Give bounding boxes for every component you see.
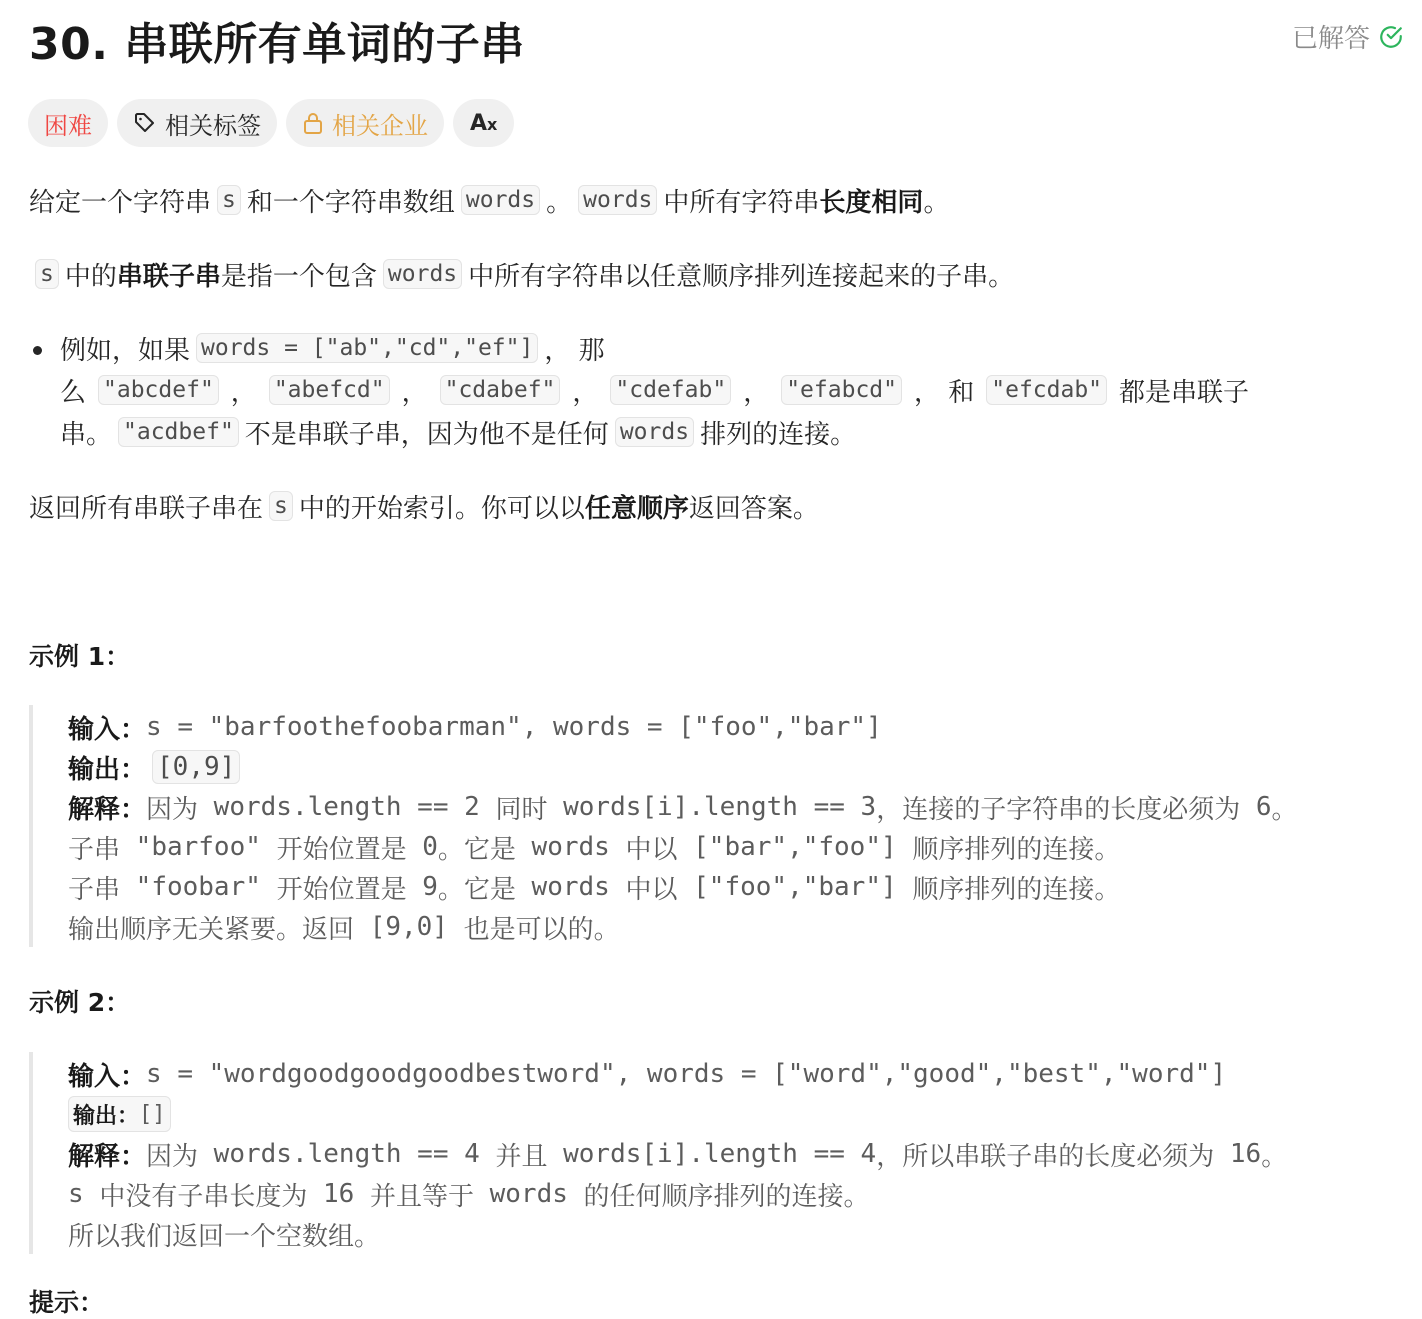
text: ，	[401, 377, 428, 408]
text: 子串	[68, 874, 121, 905]
text: 。	[1261, 1141, 1288, 1172]
inline-code: "abcdef"	[98, 375, 219, 405]
bold-text: 输出：	[73, 1103, 140, 1129]
code-text: ["foo","bar"]	[677, 872, 913, 902]
bold-text: 长度相同	[819, 187, 924, 218]
example-block	[29, 705, 1298, 947]
bold-text: 输入：	[68, 714, 147, 745]
code-text: "barfoo"	[120, 832, 277, 862]
text: 同时	[495, 794, 548, 825]
text: 开始位置是	[276, 874, 407, 905]
text: ，	[230, 377, 257, 408]
bold-text: 任意顺序	[584, 493, 689, 524]
example-heading: 示例 1：	[29, 642, 131, 671]
difficulty-badge[interactable]	[28, 99, 108, 147]
inline-code: words	[578, 185, 657, 215]
bold-text: 串联子串	[116, 261, 221, 292]
text: 串。	[60, 419, 113, 450]
output-value: []	[139, 1101, 166, 1127]
text: 中以	[625, 874, 678, 905]
example-line	[68, 787, 1298, 827]
description-line	[29, 180, 949, 220]
example-line	[68, 907, 620, 947]
inline-code: "cdefab"	[610, 375, 731, 405]
text: 子串	[68, 834, 121, 865]
inline-code: "acdbef"	[118, 417, 239, 447]
inline-code: "efcdab"	[986, 375, 1107, 405]
text: 。它是	[437, 834, 516, 865]
output-value: [0,9]	[152, 750, 240, 784]
tag-icon	[133, 111, 157, 135]
text: 。它是	[437, 874, 516, 905]
inline-code: "abefcd"	[269, 375, 390, 405]
example-line	[68, 867, 1120, 907]
code-text: s = "wordgoodgoodgoodbestword", words = ["word","good","best","word"]	[146, 1059, 1227, 1089]
code-text: words.length == 2	[198, 792, 496, 822]
code-text: words[i].length == 4	[547, 1139, 877, 1169]
example-heading: 示例 2：	[29, 988, 131, 1017]
example-line	[68, 707, 882, 747]
inline-code: s	[217, 185, 241, 215]
text: 么	[60, 377, 87, 408]
bold-text: 输出：	[68, 754, 147, 785]
inline-code: "cdabef"	[440, 375, 561, 405]
inline-code: words	[383, 259, 462, 289]
solved-label: 已解答	[1291, 24, 1370, 54]
code-text: words.length == 4	[198, 1139, 496, 1169]
text: 不是串联子串，因为他不是任何	[244, 419, 609, 450]
description-line	[60, 328, 605, 368]
text: 返回答案。	[688, 493, 819, 524]
text: ， 那	[544, 335, 605, 366]
code-text: s	[68, 1179, 100, 1209]
example-line	[68, 1174, 870, 1214]
text: 和一个字符串数组	[246, 187, 455, 218]
text: 是指一个包含	[220, 261, 377, 292]
text: 排列的连接。	[700, 419, 857, 450]
text: ，	[743, 377, 770, 408]
translate-button[interactable]	[453, 99, 514, 147]
code-text: ["bar","foo"]	[677, 832, 913, 862]
text: 开始位置是	[276, 834, 407, 865]
code-text: 0	[406, 832, 438, 862]
text: 中所有字符串	[663, 187, 820, 218]
example-line	[68, 1134, 1287, 1174]
code-text: 16	[307, 1179, 370, 1209]
code-text: words	[515, 832, 626, 862]
text: 。	[1271, 794, 1298, 825]
bold-text: 解释：	[68, 794, 147, 825]
text: 。	[923, 187, 950, 218]
difficulty-label: 困难	[44, 111, 92, 140]
text: 中以	[625, 834, 678, 865]
text: 返回所有串联子串在	[29, 493, 264, 524]
inline-code: s	[269, 491, 293, 521]
text: 顺序排列的连接。	[912, 874, 1121, 905]
related-companies-button[interactable]	[286, 99, 444, 147]
code-text: words[i].length == 3	[547, 792, 877, 822]
text: 例如，如果	[60, 335, 191, 366]
text: 顺序排列的连接。	[912, 834, 1121, 865]
example-line	[68, 1054, 1226, 1094]
translate-icon: Ax	[470, 110, 498, 136]
related-companies-label: 相关企业	[332, 111, 428, 140]
description-line	[60, 370, 1249, 410]
bold-text: 输入：	[68, 1061, 147, 1092]
problem-title: 30. 串联所有单词的子串	[29, 19, 525, 70]
text: ，	[572, 377, 599, 408]
text: 都是串联子	[1119, 377, 1250, 408]
text: 中所有字符串以任意顺序排列连接起来的子串。	[468, 261, 1015, 292]
text: ，连接的子字符串的长度必须为	[876, 794, 1241, 825]
inline-code: s	[35, 259, 59, 289]
related-tags-label: 相关标签	[165, 111, 261, 140]
bold-text: 解释：	[68, 1141, 147, 1172]
text: ， 和	[913, 377, 975, 408]
text: 中的	[64, 261, 117, 292]
description-line	[60, 412, 856, 452]
tag-bar	[28, 99, 514, 147]
lock-icon	[302, 111, 324, 135]
example-line	[68, 1214, 380, 1254]
bullet-dot	[33, 346, 42, 355]
code-text: 6	[1240, 792, 1272, 822]
inline-code: words	[615, 417, 694, 447]
text: 因为	[146, 794, 199, 825]
code-text: "foobar"	[120, 872, 277, 902]
code-text: 16	[1214, 1139, 1262, 1169]
text: 。	[546, 187, 573, 218]
text: 也是可以的。	[463, 914, 620, 945]
example-line	[68, 827, 1120, 867]
text: 所以我们返回一个空数组。	[68, 1221, 381, 1252]
example-block	[29, 1052, 1288, 1254]
check-circle-icon	[1378, 24, 1404, 50]
text: ，所以串联子串的长度必须为	[876, 1141, 1215, 1172]
text: 并且等于	[369, 1181, 474, 1212]
constraints-heading: 提示：	[29, 1288, 105, 1317]
code-text: [9,0]	[354, 912, 464, 942]
solved-status	[1292, 18, 1404, 55]
related-tags-button[interactable]	[117, 99, 277, 147]
text: 输出顺序无关紧要。返回	[68, 914, 355, 945]
example-line	[68, 747, 246, 787]
inline-code: words = ["ab","cd","ef"]	[196, 333, 538, 363]
code-text: 9	[406, 872, 438, 902]
text: 因为	[146, 1141, 199, 1172]
text: 中的开始索引。你可以以	[298, 493, 585, 524]
description-line	[29, 254, 1014, 294]
text: 的任何顺序排列的连接。	[583, 1181, 870, 1212]
code-text: words	[473, 1179, 584, 1209]
code-text: s = "barfoothefoobarman", words = ["foo","bar"]	[146, 712, 882, 742]
description-line	[29, 486, 819, 526]
text: 给定一个字符串	[29, 187, 212, 218]
text: 并且	[495, 1141, 548, 1172]
example-line	[68, 1094, 171, 1134]
text: 中没有子串长度为	[99, 1181, 308, 1212]
inline-code: words	[461, 185, 540, 215]
inline-code: "efabcd"	[781, 375, 902, 405]
output-box	[68, 1096, 171, 1132]
code-text: words	[515, 872, 626, 902]
